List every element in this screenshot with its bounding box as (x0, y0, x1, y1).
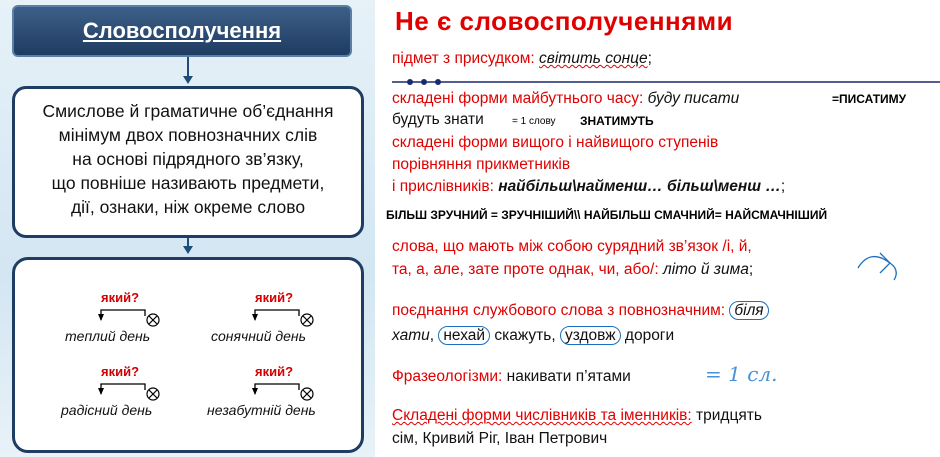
item-coordinate-line: слова, що мають між собою сурядний зв’язок /і, й, (392, 238, 752, 255)
phrase-text: радісний день (61, 402, 153, 418)
item-word: дороги (624, 327, 675, 344)
phrase-text: незабутній день (207, 402, 316, 418)
question-label: який? (101, 290, 140, 305)
item-word-circled: уздовж (560, 326, 621, 345)
item-example: світить сонце (539, 50, 648, 67)
connector-line (187, 57, 189, 77)
example-phrase (61, 364, 191, 424)
annotation-note: ЗНАТИМУТЬ (580, 114, 654, 128)
item-label: Складені форми числівників та іменників: (392, 407, 692, 424)
item-numerals (392, 407, 762, 425)
item-example: накивати п’ятами (506, 368, 631, 385)
item-comparison-line: складені форми вищого і найвищого ступенів (392, 134, 719, 151)
question-label: який? (255, 364, 294, 379)
item-tail: ; (780, 178, 786, 195)
handwritten-mark-icon (850, 238, 910, 288)
item-future-tense-example (392, 111, 484, 129)
item-future-tense (392, 90, 739, 108)
annotation-small: = 1 слову (512, 116, 556, 127)
item-coordinate (392, 261, 753, 279)
example-phrase (207, 364, 337, 424)
definition-line: Смислове й граматичне об’єднання (42, 101, 334, 121)
item-example: будуть знати (392, 111, 484, 128)
item-example: тридцять (696, 407, 762, 424)
item-tail: ; (748, 261, 754, 278)
example-phrase (65, 290, 195, 350)
item-phraseology (392, 368, 631, 386)
item-label: і прислівників: (392, 178, 494, 195)
definition-line: мінімум двох повнозначних слів (58, 125, 318, 145)
examples-box (12, 257, 364, 453)
item-label: поєднання службового слова з повнозначним: (392, 302, 726, 319)
arrow-down-icon (183, 76, 193, 84)
item-word: хати (392, 327, 430, 344)
arrow-down-icon (183, 246, 193, 254)
item-comparison-line: порівняння прикметників (392, 156, 571, 173)
item-word: скажуть, (494, 327, 556, 344)
item-example: буду писати (647, 90, 740, 107)
item-word-circled: біля (729, 301, 768, 320)
item-subject-predicate (392, 50, 652, 68)
item-numerals-examples: сім, Кривий Ріг, Іван Петрович (392, 430, 608, 447)
caps-annotation: БІЛЬШ ЗРУЧНИЙ = ЗРУЧНІШИЙ\\ НАЙБІЛЬШ СМАЧНИЙ= НАЙСМАЧНІШИЙ (386, 208, 828, 222)
item-function-word (392, 302, 769, 320)
annotation-line-icon (392, 70, 940, 90)
definition-line: дії, ознаки, ніж окреме слово (70, 197, 306, 217)
item-label: Фразеологізми: (392, 368, 503, 385)
item-example: літо й зима (662, 261, 749, 278)
question-label: який? (255, 290, 294, 305)
item-word-circled: нехай (438, 326, 490, 345)
item-label: складені форми майбутнього часу: (392, 90, 644, 107)
item-label: та, а, але, зате проте однак, чи, або/: (392, 261, 659, 278)
right-panel-background (375, 0, 940, 457)
annotation-note: =ПИСАТИМУ (832, 92, 907, 106)
right-title: Не є словосполученнями (395, 6, 734, 36)
item-function-word-examples: хати, нехай скажуть, уздовж дороги (392, 327, 675, 344)
phrase-text: теплий день (65, 328, 151, 344)
definition-line: на основі підрядного зв’язку, (72, 149, 304, 169)
question-label: який? (101, 364, 140, 379)
item-tail: ; (647, 50, 652, 67)
phrase-text: сонячний день (211, 328, 306, 344)
definition-line: що повніше називають предмети, (51, 173, 325, 193)
definition-box (12, 86, 364, 238)
item-label: підмет з присудком: (392, 50, 535, 67)
example-phrase (211, 290, 341, 350)
item-example: найбільш\найменш… більш\менш … (498, 178, 781, 195)
handwritten-note: = 1 сл. (705, 362, 778, 386)
item-comparison (392, 178, 785, 196)
left-title: Словосполучення (12, 5, 352, 57)
